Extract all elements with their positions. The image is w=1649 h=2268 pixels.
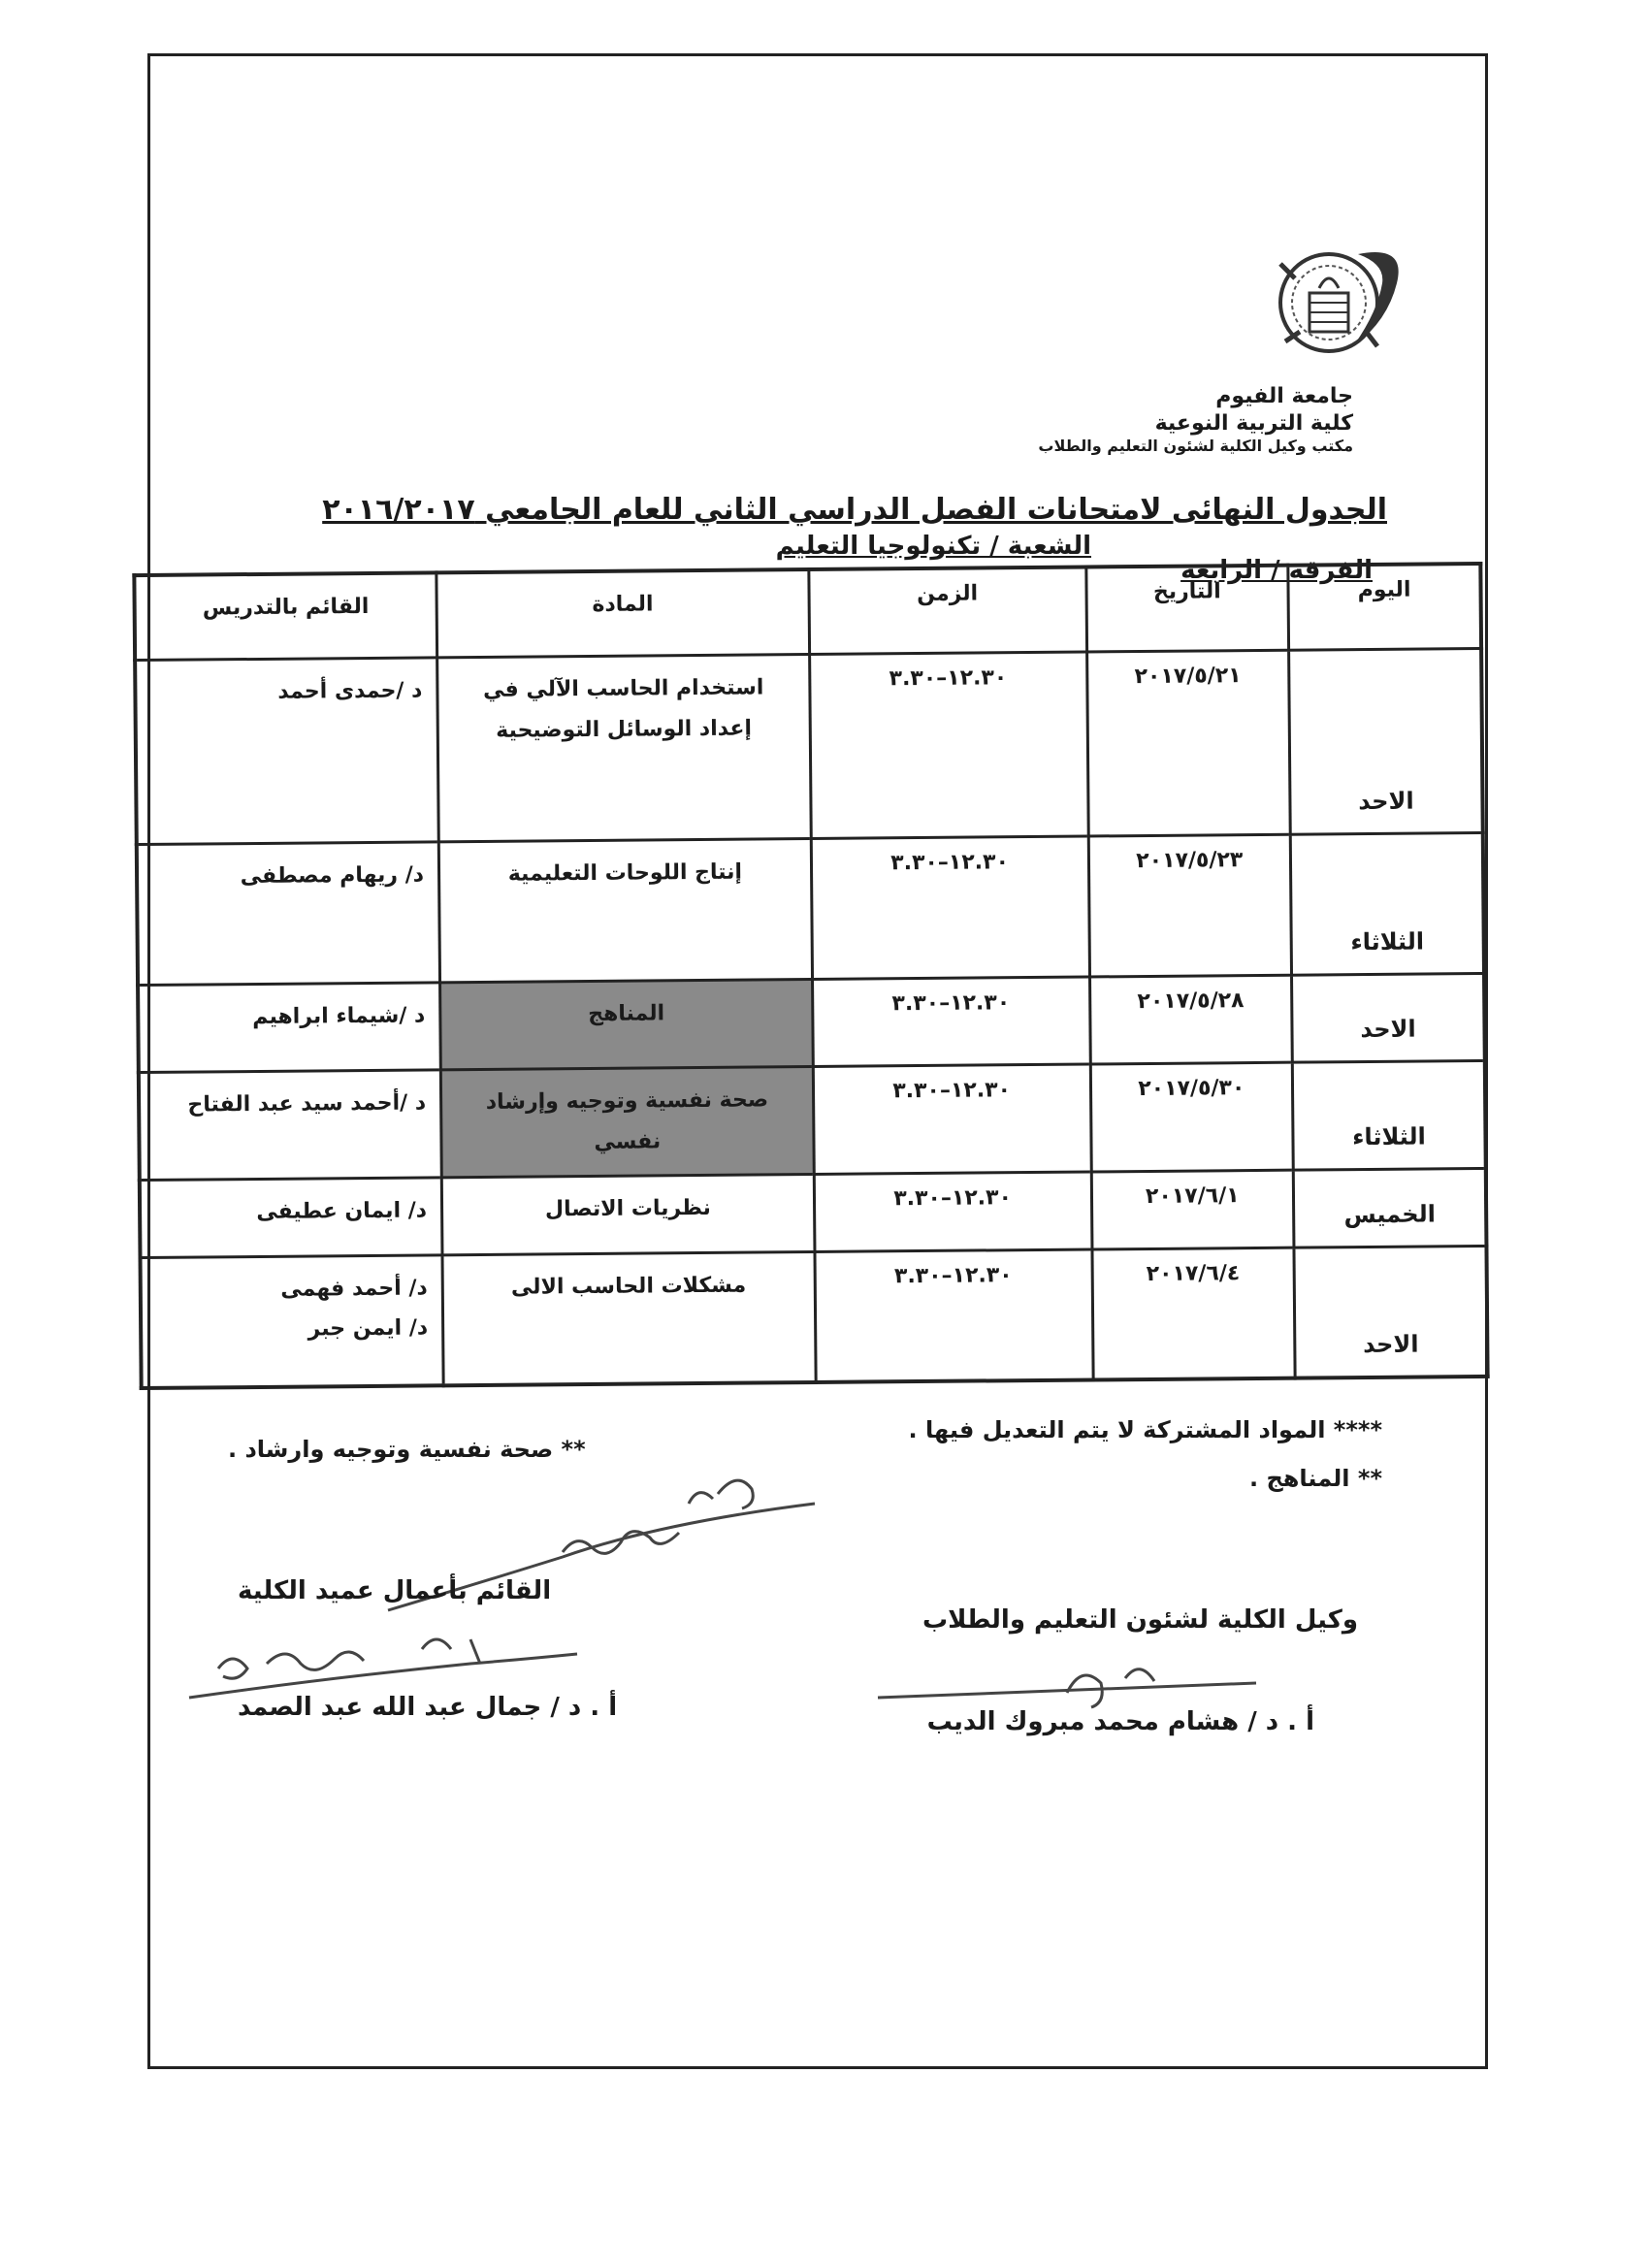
- day-cell: الثلاثاء: [1292, 1060, 1485, 1169]
- time-cell: ١٢.٣٠–٣.٣٠: [811, 836, 1089, 979]
- subject-cell: استخدام الحاسب الآلي في إعداد الوسائل التوضيحية: [437, 655, 811, 842]
- day-cell: الخميس: [1293, 1168, 1486, 1247]
- teacher-cell: د /حمدى أحمد: [135, 658, 438, 845]
- table-row: [141, 1246, 1488, 1388]
- date-cell: ٢٠١٧/٥/٢٣: [1088, 834, 1292, 977]
- faculty-name: كلية التربية النوعية: [1154, 410, 1353, 436]
- table-row: [140, 1168, 1487, 1257]
- day-cell: الثلاثاء: [1290, 832, 1484, 975]
- table-row: [138, 973, 1485, 1072]
- header-day: اليوم: [1288, 564, 1481, 650]
- acting-dean-name: أ . د / جمال عبد الله عبد الصمد: [238, 1693, 618, 1722]
- table-header-row: [134, 564, 1481, 661]
- date-cell: ٢٠١٧/٦/١: [1091, 1170, 1294, 1249]
- time-cell: ١٢.٣٠–٣.٣٠: [809, 652, 1087, 838]
- vice-dean-name: أ . د / هشام محمد مبروك الديب: [926, 1707, 1314, 1736]
- teacher-cell: د /شيماء ابراهيم: [138, 983, 440, 1073]
- exam-schedule-table: [132, 562, 1489, 1390]
- date-cell: ٢٠١٧/٦/٤: [1091, 1247, 1295, 1380]
- university-name: جامعة الفيوم: [1215, 384, 1353, 408]
- teacher-cell: د/ أحمد فهمى د/ ايمن جبر: [141, 1254, 444, 1388]
- faculty-logo-icon: [1261, 225, 1426, 371]
- table-row: [135, 648, 1483, 844]
- grade-label: الفرقة / الرابعة: [1180, 556, 1373, 585]
- teacher-cell: د /أحمد سيد عبد الفتاح: [139, 1070, 441, 1180]
- date-cell: ٢٠١٧/٥/٢٨: [1089, 975, 1292, 1064]
- header-teacher: القائم بالتدريس: [134, 572, 436, 660]
- teacher-cell: د/ ايمان عطيفى: [140, 1177, 442, 1257]
- time-cell: ١٢.٣٠–٣.٣٠: [815, 1249, 1093, 1382]
- note-curricula: ** المناهج .: [1248, 1465, 1382, 1492]
- institution-header: [1038, 383, 1353, 456]
- header-time: الزمن: [809, 567, 1087, 655]
- header-subject: المادة: [436, 569, 809, 658]
- subject-cell: إنتاج اللوحات التعليمية: [438, 838, 812, 982]
- table-row: [137, 832, 1484, 985]
- subject-cell: المناهج: [439, 979, 813, 1069]
- table-row: [139, 1060, 1486, 1180]
- subject-cell: نظريات الاتصال: [441, 1174, 814, 1254]
- office-name: مكتب وكيل الكلية لشئون التعليم والطلاب: [1038, 437, 1353, 455]
- vice-dean-title: وكيل الكلية لشئون التعليم والطلاب: [922, 1605, 1358, 1635]
- day-cell: الاحد: [1289, 648, 1483, 834]
- note-mental-health: ** صحة نفسية وتوجيه وارشاد .: [228, 1436, 586, 1463]
- time-cell: ١٢.٣٠–٣.٣٠: [814, 1172, 1092, 1251]
- acting-dean-title: القائم بأعمال عميد الكلية: [238, 1576, 552, 1605]
- time-cell: ١٢.٣٠–٣.٣٠: [812, 977, 1090, 1066]
- note-common-subjects: **** المواد المشتركة لا يتم التعديل فيها .: [908, 1416, 1382, 1443]
- subject-cell: مشكلات الحاسب الالى: [442, 1251, 816, 1385]
- day-cell: الاحد: [1294, 1246, 1488, 1378]
- division-label: الشعبة / تكنولوجيا التعليم: [775, 532, 1091, 561]
- header-date: التاريخ: [1085, 566, 1288, 652]
- teacher-cell: د/ ريهام مصطفى: [137, 842, 440, 986]
- time-cell: ١٢.٣٠–٣.٣٠: [813, 1064, 1091, 1174]
- date-cell: ٢٠١٧/٥/٣٠: [1090, 1062, 1293, 1171]
- subject-cell: صحة نفسية وتوجيه وإرشاد نفسي: [440, 1066, 814, 1177]
- document-title: الجدول النهائى لامتحانات الفصل الدراسي الثاني للعام الجامعي ٢٠١٦/٢٠١٧: [322, 493, 1387, 527]
- date-cell: ٢٠١٧/٥/٢١: [1086, 650, 1290, 836]
- day-cell: الاحد: [1292, 973, 1485, 1062]
